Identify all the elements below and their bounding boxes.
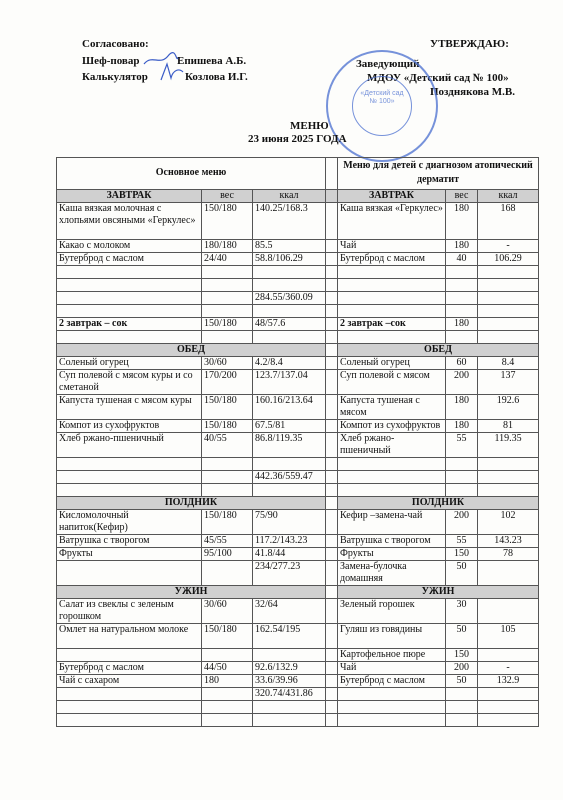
weight-cell: 24/40 [202, 253, 253, 266]
dinner-row [57, 599, 539, 624]
alt-item-cell [338, 305, 446, 318]
alt-kcal-cell: 106.29 [478, 253, 539, 266]
snack-alt-section-header: ПОЛДНИК [338, 497, 539, 510]
alt-kcal-cell [478, 471, 539, 484]
kcal-cell: 123.7/137.04 [253, 370, 326, 395]
kcal-cell [253, 701, 326, 714]
weight-cell: 150/180 [202, 395, 253, 420]
item-cell: Капуста тушеная с мясом куры [57, 395, 202, 420]
snack-row [57, 535, 539, 548]
alt-item-cell [338, 331, 446, 344]
spacer-cell [326, 561, 338, 586]
alt-item-cell: Бутерброд с маслом [338, 675, 446, 688]
alt-item-cell [338, 279, 446, 292]
item-cell: Какао с молоком [57, 240, 202, 253]
item-cell [57, 279, 202, 292]
alt-weight-cell [446, 331, 478, 344]
alt-item-cell [338, 688, 446, 701]
alt-item-cell [338, 458, 446, 471]
round-stamp-icon [326, 50, 438, 162]
lunch-alt-section-header: ОБЕД [338, 344, 539, 357]
kcal-cell: 4.2/8.4 [253, 357, 326, 370]
item-cell: Чай с сахаром [57, 675, 202, 688]
alt-kcal-cell [478, 305, 539, 318]
item-cell [57, 484, 202, 497]
breakfast-alt-header: ЗАВТРАК [338, 190, 446, 203]
alt-item-cell: Замена-булочка домашняя [338, 561, 446, 586]
weight-column-header: вес [202, 190, 253, 203]
item-cell: 2 завтрак – сок [57, 318, 202, 331]
alt-weight-cell: 150 [446, 649, 478, 662]
head-name: Позднякова М.В. [430, 86, 515, 98]
breakfast-row [57, 279, 539, 292]
item-cell: Соленый огурец [57, 357, 202, 370]
item-cell [57, 714, 202, 727]
item-cell [57, 266, 202, 279]
item-cell [57, 561, 202, 586]
head-title: Заведующий [356, 58, 420, 70]
kcal-cell: 442.36/559.47 [253, 471, 326, 484]
alt-kcal-cell: 102 [478, 510, 539, 535]
calculator-label: Калькулятор [82, 71, 148, 83]
alt-weight-cell: 180 [446, 420, 478, 433]
item-cell [57, 701, 202, 714]
item-cell: Кисломолочный напиток(Кефир) [57, 510, 202, 535]
weight-cell: 44/50 [202, 662, 253, 675]
dinner-section-header: УЖИН [57, 586, 326, 599]
spacer-cell [326, 253, 338, 266]
alt-kcal-cell [478, 266, 539, 279]
weight-cell [202, 292, 253, 305]
alt-kcal-cell [478, 649, 539, 662]
lunch-row [57, 420, 539, 433]
alt-weight-cell [446, 484, 478, 497]
alt-item-cell: Фрукты [338, 548, 446, 561]
alt-kcal-cell: 168 [478, 203, 539, 240]
alt-item-cell: Бутерброд с маслом [338, 253, 446, 266]
spacer-cell [326, 662, 338, 675]
weight-cell [202, 331, 253, 344]
weight-cell: 180 [202, 675, 253, 688]
weight-cell [202, 305, 253, 318]
lunch-row [57, 370, 539, 395]
weight-cell [202, 471, 253, 484]
spacer-cell [326, 701, 338, 714]
lunch-row [57, 484, 539, 497]
weight-cell: 95/100 [202, 548, 253, 561]
dinner-row [57, 624, 539, 649]
item-cell: Салат из свеклы с зеленым горошком [57, 599, 202, 624]
alt-weight-cell [446, 292, 478, 305]
weight-cell: 45/55 [202, 535, 253, 548]
alt-kcal-cell [478, 701, 539, 714]
lunch-row [57, 395, 539, 420]
alt-item-cell: Гуляш из говядины [338, 624, 446, 649]
alt-item-cell [338, 471, 446, 484]
spacer-cell [326, 370, 338, 395]
lunch-row [57, 471, 539, 484]
kcal-cell: 32/64 [253, 599, 326, 624]
alt-weight-cell: 180 [446, 240, 478, 253]
spacer-cell [326, 318, 338, 331]
kcal-cell: 234/277.23 [253, 561, 326, 586]
spacer-cell [326, 471, 338, 484]
spacer-cell [326, 203, 338, 240]
spacer-cell [326, 548, 338, 561]
alt-weight-cell: 180 [446, 395, 478, 420]
dinner-alt-section-header: УЖИН [338, 586, 539, 599]
spacer-cell [326, 675, 338, 688]
stamp-text: «Детский сад № 100» [360, 90, 404, 105]
item-cell: Ватрушка с творогом [57, 535, 202, 548]
menu-date: 23 июня 2025 ГОДА [248, 133, 347, 145]
alt-item-cell: Суп полевой с мясом [338, 370, 446, 395]
kcal-alt-column-header: ккал [478, 190, 539, 203]
alt-weight-cell: 50 [446, 675, 478, 688]
alt-kcal-cell: 78 [478, 548, 539, 561]
breakfast-row [57, 305, 539, 318]
alt-kcal-cell: 137 [478, 370, 539, 395]
weight-cell [202, 484, 253, 497]
weight-cell: 40/55 [202, 433, 253, 458]
alt-item-cell [338, 484, 446, 497]
item-cell [57, 471, 202, 484]
alt-kcal-cell [478, 318, 539, 331]
kcal-cell [253, 649, 326, 662]
page-title: МЕНЮ [290, 120, 329, 132]
dinner-row [57, 688, 539, 701]
alt-weight-cell: 50 [446, 561, 478, 586]
weight-cell [202, 649, 253, 662]
lunch-row [57, 433, 539, 458]
spacer-cell [326, 357, 338, 370]
kcal-cell: 92.6/132.9 [253, 662, 326, 675]
alt-weight-cell: 60 [446, 357, 478, 370]
spacer-cell [326, 279, 338, 292]
weight-cell: 170/200 [202, 370, 253, 395]
kcal-cell [253, 484, 326, 497]
weight-cell [202, 561, 253, 586]
kcal-cell: 67.5/81 [253, 420, 326, 433]
weight-cell: 30/60 [202, 599, 253, 624]
spacer-cell [326, 535, 338, 548]
kcal-cell: 117.2/143.23 [253, 535, 326, 548]
kcal-cell: 58.8/106.29 [253, 253, 326, 266]
alt-weight-cell: 200 [446, 510, 478, 535]
item-cell [57, 305, 202, 318]
alt-weight-cell: 180 [446, 203, 478, 240]
dinner-row [57, 714, 539, 727]
weight-cell: 150/180 [202, 624, 253, 649]
calculator-name: Козлова И.Г. [185, 71, 248, 83]
alt-weight-cell: 50 [446, 624, 478, 649]
organization-name: МДОУ «Детский сад № 100» [367, 72, 509, 84]
chef-name: Епишева А.Б. [177, 55, 247, 67]
spacer-cell [326, 688, 338, 701]
spacer-cell [326, 458, 338, 471]
spacer-cell [326, 292, 338, 305]
item-cell: Суп полевой с мясом куры и со сметаной [57, 370, 202, 395]
alt-menu-title: Меню для детей с диагнозом атопический дерматит [338, 158, 539, 190]
spacer-cell [326, 649, 338, 662]
spacer-cell [326, 331, 338, 344]
alt-item-cell [338, 292, 446, 305]
item-cell: Омлет на натуральном молоке [57, 624, 202, 649]
breakfast-row [57, 318, 539, 331]
kcal-cell [253, 305, 326, 318]
item-cell: Хлеб ржано-пшеничный [57, 433, 202, 458]
kcal-cell: 320.74/431.86 [253, 688, 326, 701]
approve-label: УТВЕРЖДАЮ: [430, 38, 509, 50]
alt-kcal-cell: 81 [478, 420, 539, 433]
item-cell [57, 458, 202, 471]
weight-cell: 150/180 [202, 510, 253, 535]
alt-item-cell: Каша вязкая «Геркулес» [338, 203, 446, 240]
alt-weight-cell [446, 701, 478, 714]
alt-item-cell: Картофельное пюре [338, 649, 446, 662]
item-cell [57, 331, 202, 344]
alt-kcal-cell [478, 599, 539, 624]
weight-cell [202, 266, 253, 279]
item-cell: Бутерброд с маслом [57, 253, 202, 266]
kcal-cell: 75/90 [253, 510, 326, 535]
alt-weight-cell: 150 [446, 548, 478, 561]
alt-weight-cell [446, 266, 478, 279]
kcal-cell [253, 331, 326, 344]
kcal-cell: 48/57.6 [253, 318, 326, 331]
weight-cell: 30/60 [202, 357, 253, 370]
alt-kcal-cell [478, 279, 539, 292]
alt-weight-cell [446, 279, 478, 292]
item-cell: Каша вязкая молочная с хлопьями овсяными «Геркулес» [57, 203, 202, 240]
kcal-cell: 41.8/44 [253, 548, 326, 561]
spacer-cell [326, 714, 338, 727]
spacer-cell [326, 344, 338, 357]
alt-kcal-cell: 143.23 [478, 535, 539, 548]
kcal-cell: 140.25/168.3 [253, 203, 326, 240]
weight-cell: 150/180 [202, 203, 253, 240]
weight-cell [202, 458, 253, 471]
alt-weight-cell [446, 305, 478, 318]
kcal-cell: 162.54/195 [253, 624, 326, 649]
item-cell [57, 688, 202, 701]
lunch-section-header: ОБЕД [57, 344, 326, 357]
snack-row [57, 548, 539, 561]
alt-weight-cell [446, 688, 478, 701]
alt-kcal-cell [478, 331, 539, 344]
alt-item-cell: Хлеб ржано-пшеничный [338, 433, 446, 458]
alt-item-cell [338, 714, 446, 727]
item-cell: Фрукты [57, 548, 202, 561]
breakfast-row [57, 240, 539, 253]
alt-weight-cell: 30 [446, 599, 478, 624]
breakfast-row [57, 266, 539, 279]
menu-table [56, 157, 539, 727]
alt-weight-cell: 55 [446, 433, 478, 458]
lunch-row [57, 458, 539, 471]
snack-row [57, 561, 539, 586]
spacer-cell [326, 624, 338, 649]
alt-weight-cell: 55 [446, 535, 478, 548]
dinner-row [57, 675, 539, 688]
item-cell: Бутерброд с маслом [57, 662, 202, 675]
chef-label: Шеф-повар [82, 55, 140, 67]
spacer-cell [326, 305, 338, 318]
kcal-cell [253, 266, 326, 279]
weight-cell [202, 279, 253, 292]
alt-item-cell: Чай [338, 240, 446, 253]
alt-kcal-cell [478, 561, 539, 586]
alt-item-cell: Чай [338, 662, 446, 675]
dinner-row [57, 649, 539, 662]
kcal-cell: 33.6/39.96 [253, 675, 326, 688]
alt-weight-cell [446, 471, 478, 484]
agreed-label: Согласовано: [82, 38, 149, 50]
alt-kcal-cell: 105 [478, 624, 539, 649]
lunch-row [57, 357, 539, 370]
alt-kcal-cell [478, 484, 539, 497]
alt-item-cell: Компот из сухофруктов [338, 420, 446, 433]
alt-kcal-cell [478, 458, 539, 471]
weight-cell [202, 714, 253, 727]
alt-item-cell: Зеленый горошек [338, 599, 446, 624]
dinner-row [57, 701, 539, 714]
breakfast-row [57, 253, 539, 266]
alt-kcal-cell: 8.4 [478, 357, 539, 370]
breakfast-row [57, 203, 539, 240]
alt-kcal-cell: 119.35 [478, 433, 539, 458]
kcal-cell: 85.5 [253, 240, 326, 253]
spacer-cell [326, 586, 338, 599]
alt-item-cell [338, 701, 446, 714]
alt-kcal-cell: - [478, 662, 539, 675]
alt-weight-cell: 200 [446, 662, 478, 675]
weight-cell: 180/180 [202, 240, 253, 253]
spacer-cell [326, 484, 338, 497]
alt-kcal-cell: 192.6 [478, 395, 539, 420]
alt-item-cell: Ватрушка с творогом [338, 535, 446, 548]
alt-kcal-cell: 132.9 [478, 675, 539, 688]
kcal-cell: 284.55/360.09 [253, 292, 326, 305]
dinner-row [57, 662, 539, 675]
spacer-cell [326, 497, 338, 510]
alt-kcal-cell [478, 292, 539, 305]
spacer-cell [326, 433, 338, 458]
alt-item-cell: Капуста тушеная с мясом [338, 395, 446, 420]
alt-item-cell: Кефир –замена-чай [338, 510, 446, 535]
item-cell: Компот из сухофруктов [57, 420, 202, 433]
breakfast-header: ЗАВТРАК [57, 190, 202, 203]
kcal-cell: 86.8/119.35 [253, 433, 326, 458]
weight-cell: 150/180 [202, 318, 253, 331]
alt-weight-cell: 40 [446, 253, 478, 266]
breakfast-row [57, 292, 539, 305]
spacer-cell [326, 420, 338, 433]
kcal-column-header: ккал [253, 190, 326, 203]
item-cell [57, 292, 202, 305]
breakfast-row [57, 331, 539, 344]
spacer-cell [326, 266, 338, 279]
calculator-signature-icon [157, 62, 185, 82]
alt-kcal-cell [478, 714, 539, 727]
alt-item-cell: Соленый огурец [338, 357, 446, 370]
alt-kcal-cell [478, 688, 539, 701]
spacer-cell [326, 240, 338, 253]
spacer-cell [326, 599, 338, 624]
alt-weight-cell: 200 [446, 370, 478, 395]
kcal-cell [253, 714, 326, 727]
snack-section-header: ПОЛДНИК [57, 497, 326, 510]
alt-weight-cell [446, 714, 478, 727]
alt-kcal-cell: - [478, 240, 539, 253]
weight-cell [202, 701, 253, 714]
alt-weight-cell [446, 458, 478, 471]
weight-cell [202, 688, 253, 701]
kcal-cell: 160.16/213.64 [253, 395, 326, 420]
weight-alt-column-header: вес [446, 190, 478, 203]
alt-item-cell [338, 266, 446, 279]
kcal-cell [253, 458, 326, 471]
snack-row [57, 510, 539, 535]
alt-weight-cell: 180 [446, 318, 478, 331]
spacer-cell [326, 395, 338, 420]
alt-item-cell: 2 завтрак –сок [338, 318, 446, 331]
weight-cell: 150/180 [202, 420, 253, 433]
item-cell [57, 649, 202, 662]
spacer-cell [326, 510, 338, 535]
main-menu-title: Основное меню [57, 158, 326, 190]
kcal-cell [253, 279, 326, 292]
